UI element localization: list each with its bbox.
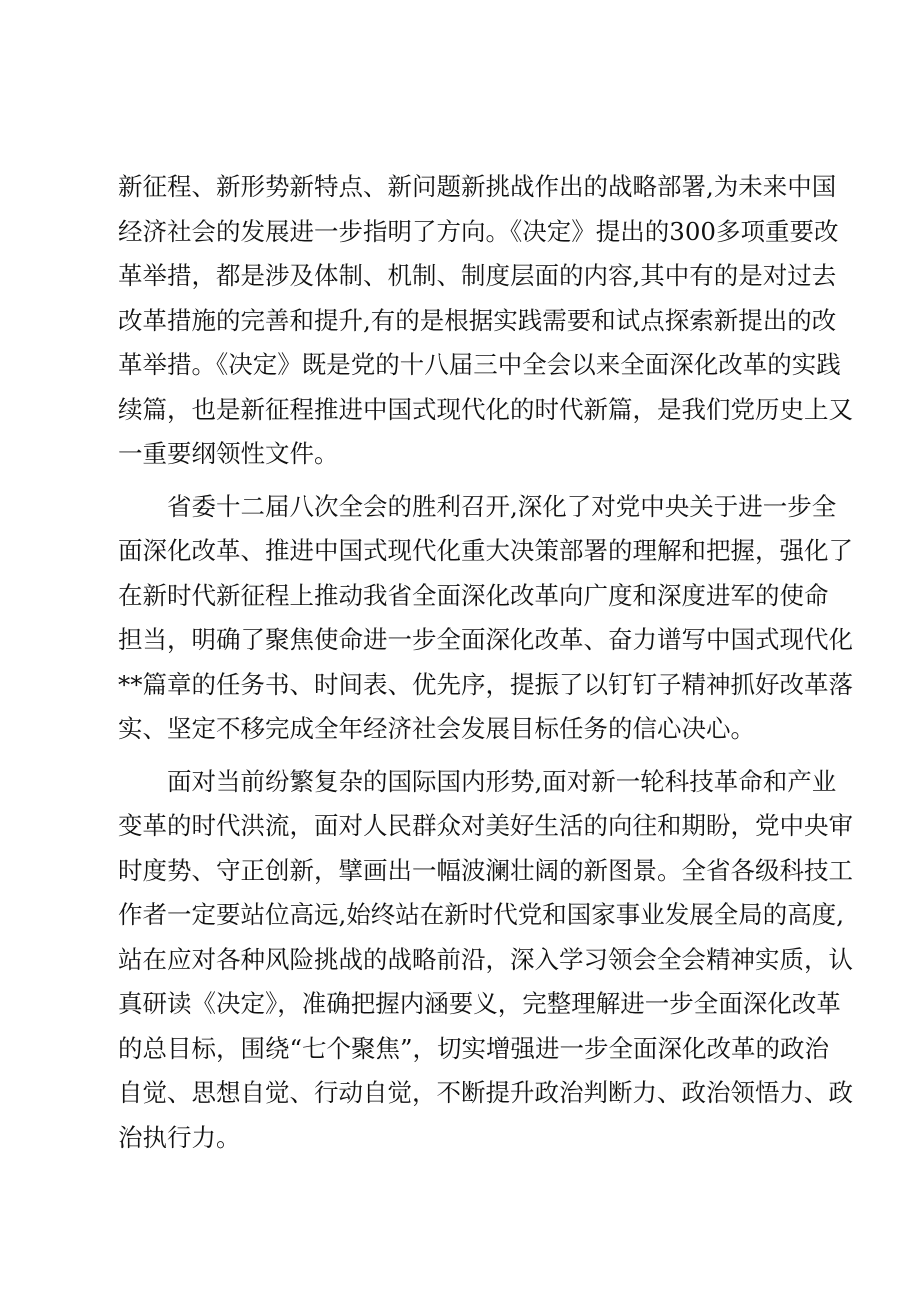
text-line-content: 面对当前纷繁复杂的国际国内形势,面对新一轮科技革命和产业 <box>167 766 837 796</box>
text-line: 革举措，都是涉及体制、机制、制度层面的内容,其中有的是对过去 <box>118 261 837 290</box>
text-line: 实、坚定不移完成全年经济社会发展目标任务的信心决心。 <box>118 714 755 743</box>
text-line: 续篇，也是新征程推进中国式现代化的时代新篇，是我们党历史上又 <box>118 394 853 424</box>
text-line <box>118 760 837 805</box>
paragraph-1 <box>118 165 853 477</box>
text-line-content: 省委十二届八次全会的胜利召开,深化了对党中央关于进一步全 <box>167 491 837 521</box>
text-line: 一重要纲领性文件。 <box>118 439 339 468</box>
text-line: 时度势、守正创新，擘画出一幅波澜壮阔的新图景。全省各级科技工 <box>118 855 853 885</box>
text-line: 真研读《决定》，准确把握内涵要义，完整理解进一步全面深化改革 <box>118 989 841 1018</box>
text-line: 革举措。《决定》既是党的十八届三中全会以来全面深化改革的实践 <box>118 350 841 379</box>
text-line: 变革的时代洪流，面对人民群众对美好生活的向往和期盼，党中央审 <box>118 811 853 840</box>
paragraph-3 <box>118 760 853 1161</box>
text-line: 的总目标，围绕“七个聚焦”，切实增强进一步全面深化改革的政治 <box>118 1033 830 1063</box>
text-line: 自觉、思想自觉、行动自觉，不断提升政治判断力、政治领悟力、政 <box>118 1078 853 1107</box>
text-line: 面深化改革、推进中国式现代化重大决策部署的理解和把握，强化了 <box>118 536 853 565</box>
paragraph-2 <box>118 485 853 752</box>
text-line: 新征程、新形势新特点、新问题新挑战作出的战略部署,为未来中国 <box>118 172 837 201</box>
text-line: 站在应对各种风险挑战的战略前沿，深入学习领会全会精神实质，认 <box>118 944 853 974</box>
text-line: 治执行力。 <box>118 1122 241 1152</box>
text-line: 在新时代新征程上推动我省全面深化改革向广度和深度进军的使命 <box>118 580 829 610</box>
text-line: 经济社会的发展进一步指明了方向。《决定》提出的300多项重要改 <box>118 216 839 246</box>
text-line: 作者一定要站位高远,始终站在新时代党和国家事业发展全局的高度, <box>118 900 845 929</box>
text-line: **篇章的任务书、时间表、优先序，提振了以钉钉子精神抓好改革落 <box>118 669 853 699</box>
document-body <box>118 165 853 1160</box>
text-line <box>118 485 837 530</box>
text-line: 改革措施的完善和提升,有的是根据实践需要和试点探索新提出的改 <box>118 305 837 335</box>
text-line: 担当，明确了聚焦使命进一步全面深化改革、奋力谱写中国式现代化 <box>118 625 853 654</box>
